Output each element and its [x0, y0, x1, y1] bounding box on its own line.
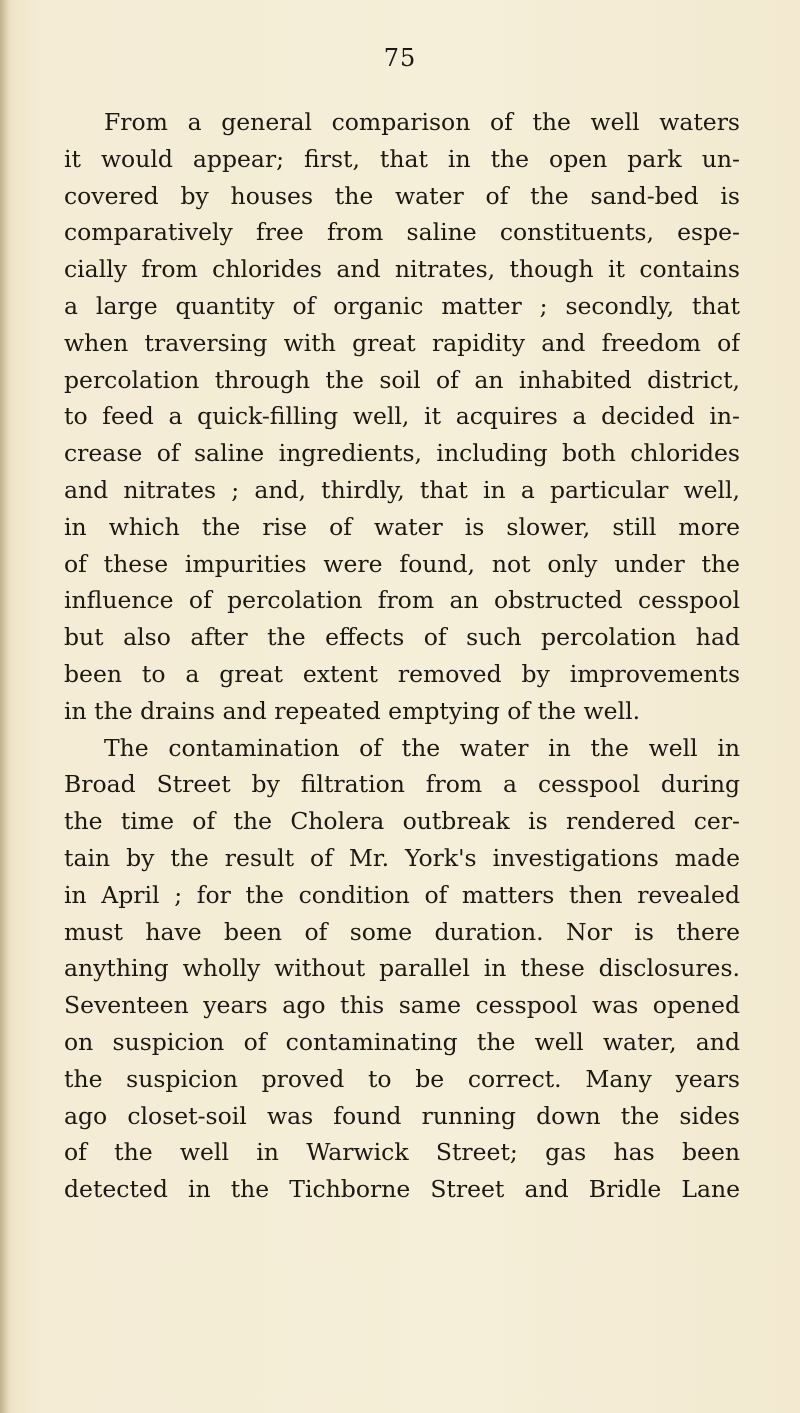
text-line: in which the rise of water is slower, still more [64, 512, 740, 541]
text-line: Broad Street by filtration from a cesspool during [64, 770, 740, 799]
text-line: and nitrates ; and, thirdly, that in a particular well, [64, 475, 740, 504]
text-line: detected in the Tichborne Street and Bridle Lane [64, 1175, 740, 1204]
text-line: tain by the result of Mr. York's investigations made [64, 843, 740, 872]
text-line: the time of the Cholera outbreak is rendered cer- [64, 807, 740, 836]
text-line: covered by houses the water of the sand-bed is [64, 181, 740, 210]
text-line: to feed a quick-filling well, it acquires a decided in- [64, 402, 740, 431]
binding-shadow [0, 0, 10, 1413]
text-line: The contamination of the water in the well in [104, 733, 740, 762]
text-line: cially from chlorides and nitrates, though it contains [64, 255, 740, 284]
text-line: crease of saline ingredients, including both chlorides [64, 439, 740, 468]
text-line: a large quantity of organic matter ; secondly, that [64, 291, 740, 320]
text-line: of the well in Warwick Street; gas has been [64, 1138, 740, 1167]
text-line: must have been of some duration. Nor is there [64, 917, 740, 946]
text-line: of these impurities were found, not only under the [64, 549, 740, 578]
text-line: Seventeen years ago this same cesspool was opened [64, 991, 740, 1020]
text-line: percolation through the soil of an inhabited district, [64, 365, 740, 394]
text-line: when traversing with great rapidity and freedom of [64, 328, 740, 357]
body-text [64, 104, 740, 1208]
text-line: been to a great extent removed by improvements [64, 659, 740, 688]
text-line: in April ; for the condition of matters then revealed [64, 880, 740, 909]
text-line: comparatively free from saline constituents, espe- [64, 218, 740, 247]
text-line: ago closet-soil was found running down the sides [64, 1101, 740, 1130]
text-line: it would appear; first, that in the open park un- [64, 144, 740, 173]
page-number: 75 [383, 44, 417, 72]
text-line: influence of percolation from an obstructed cesspool [64, 586, 740, 615]
text-line: but also after the effects of such percolation had [64, 623, 740, 652]
text-line: in the drains and repeated emptying of the well. [64, 696, 641, 725]
text-line: From a general comparison of the well waters [104, 108, 740, 136]
text-line: on suspicion of contaminating the well water, and [64, 1027, 740, 1056]
text-line: the suspicion proved to be correct. Many years [64, 1064, 740, 1093]
text-line: anything wholly without parallel in these disclosures. [64, 954, 740, 983]
